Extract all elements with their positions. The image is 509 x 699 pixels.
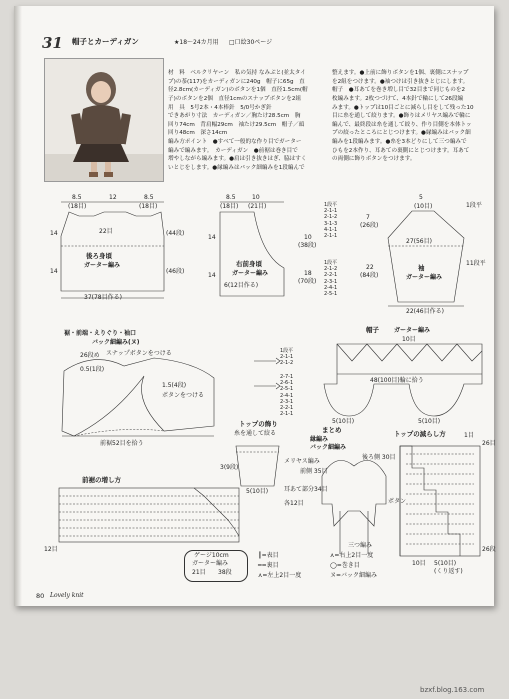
sleeve-schematic [388,211,464,306]
sleeve-mid: 27(56目) [406,238,432,245]
edge-b2: 0.5(1段) [80,366,105,373]
topdec-b2: 5(10目) [434,560,457,567]
edge-btn: ボタンをつける [162,392,205,399]
hat-stitch: ガーター編み [394,327,431,334]
back-extra: 22目 [99,228,113,235]
deco-w: 5(10目) [246,488,269,495]
sleeve-stitch: ガーター編み [406,274,443,281]
top-decoration-schematic [236,446,279,486]
topdec-note: (くり返す) [434,568,463,575]
photo-ref: □口絵30ページ [229,39,273,46]
edge-stitch: バック細編み(ヌ) [92,339,140,346]
back-st-top3: (18目) [139,203,158,210]
hat-finish-schematic [322,460,386,554]
gauge-stitch: ガーター編み [192,560,229,567]
sleeve-h1-r: (26段) [360,222,379,229]
arrow-right-icon [254,358,280,364]
sleeve-top-st: (10目) [414,203,433,210]
top-decrease-chart [400,446,480,556]
front-st2: (21目) [248,203,267,210]
sleeve-top: 5 [419,194,423,201]
back-r1: (44段) [166,230,185,237]
finish-braid: 三つ編み [348,542,373,549]
size-label: ★18～24カ月用 [174,39,219,46]
back-body-schematic [61,202,164,298]
back-dim-top1: 8.5 [72,194,82,201]
topdec-r: 26段 [482,546,496,553]
front-mid: 10 [304,234,312,241]
finish-title: まとめ [322,426,342,434]
front-shaping-list: 1段平 2-1-1 2-1-2 3-1-3 4-1-1 2-1-1 [324,202,338,240]
front-title: 右前身頃 [236,260,262,268]
project-title: 帽子とカーディガン [72,37,139,46]
gauge-st: 21目 [192,569,206,576]
finish-ear-pick2: 各12目 [284,500,304,507]
front-h1: 14 [208,234,216,241]
edge-bottom: 前裾52目を拾う [100,440,144,447]
back-bottom: 37(78目作る) [84,294,122,301]
neck-shaping-list: 1段平 2-1-2 2-2-1 2-3-1 2-4-1 2-5-1 [324,260,338,298]
front-mid2-r: (70段) [298,278,317,285]
deco-title: トップの飾り [239,420,278,428]
finish-front: 前側 35目 [300,468,328,475]
front-top1: 8.5 [226,194,236,201]
page-number: 80 [36,592,45,600]
back-h1: 14 [50,230,58,237]
gauge-title: ゲージ10cm [194,552,229,559]
topdec-title: トップの減らし方 [394,430,446,438]
magazine-name: Lovely knit [50,592,84,599]
edge-rows: 1.5(4段) [162,382,187,389]
gauge-rows: 38段 [218,569,232,576]
topdec-c2: 26目 [482,440,496,447]
finish-ear-pick: 耳あて部分34目 [284,486,328,493]
legend-cast: ◯=巻き目 [330,562,360,569]
legend-ssk: ⋏=右上2目一度 [330,552,374,559]
hem-increase-chart [59,488,239,542]
hat-title: 帽子 [366,326,379,334]
finish-edge: 縁編み [310,436,329,443]
back-dim-top2: 12 [109,194,117,201]
hat-ear: 5(10目) [332,418,355,425]
edge-b1: 26段め [80,352,100,359]
hat-ear2: 5(10目) [418,418,441,425]
middle-list-b: 2-7-1 2-6-1 2-5-1 2-4-1 2-3-1 2-2-1 2-1-1 [280,374,294,418]
back-st-top1: (18目) [68,203,87,210]
legend-purl: ━=裏目 [258,562,279,569]
sleeve-h2: 22 [366,264,374,271]
back-h2: 14 [50,268,58,275]
edge-title: 裾・前端・えりぐり・袖口 [64,330,137,337]
deco-h: 3(9段) [220,464,239,471]
topdec-b1: 10目 [412,560,426,567]
front-h2: 14 [208,272,216,279]
back-title: 後ろ身頃 [86,252,112,260]
sleeve-h1: 7 [366,214,370,221]
topdec-c1: 1目 [464,432,474,439]
sleeve-h2-r: (84段) [360,272,379,279]
pattern-diagrams [14,6,494,606]
front-mid-r: (38段) [298,242,317,249]
finish-edge-st: バック細編み [310,444,347,451]
back-dim-top3: 8.5 [144,194,154,201]
hat-top: 10目 [402,336,416,343]
front-bottom: 6(12目作る) [224,282,259,289]
sleeve-bottom: 22(46目作る) [406,308,444,315]
finish-btn: ボタン [388,498,407,505]
finish-back: 後ろ側 30目 [362,454,396,461]
hat-mid: 48(100目)輪に拾う [370,377,424,384]
edge-snap: スナップボタンをつける [106,350,172,357]
front-st1: (18目) [220,203,239,210]
middle-list-a: 1段平 2-1-1 2-1-2 [280,348,294,367]
legend-knit: ┃=表目 [258,552,279,559]
legend-crab: ヌ=バック細編み [330,572,378,579]
sleeve-r-top: 1段平 [466,202,482,209]
front-mid2: 18 [304,270,312,277]
front-stitch: ガーター編み [232,270,269,277]
deco-note: 糸を通して絞る [234,430,277,437]
deco-stitch: メリヤス編み [284,458,320,465]
legend-k2tog: ⋏=左上2目一度 [258,572,302,579]
sleeve-increase: 11段平 [466,260,486,267]
back-stitch: ガーター編み [84,262,121,269]
watermark: bzxf.blog.163.com [420,686,485,694]
sleeve-title: 袖 [418,264,425,272]
instructions-right: 整えます。●上前に飾りボタンを1個、裏側にスナップ を2組をつけます。●袖つけは引き抜きとじにします。 帽子 ●耳あてを巻き増し目で32目まで同じものを2 枚編みます。2枚つづけて、4本針で輪にして26段編 みます。●トップは10目ごとに減らし目をして残った10 目に糸を通して絞ります。●飾りはメリヤス編みで輪に 編んで、最終段は糸を通して絞り、作り目側を本体トッ プの絞ったところにとじつけます。●縁編みはバック細 編みを1段編みます。●糸を3本どりにして三つ編みで ひもを2本作り、耳あての裏側にとじつけます。耳あて の両側に飾りボタンをつけます。 [332,70,474,163]
hem-start: 12目 [44,546,58,553]
instructions-left: 材 料 ベルクリヤーン 私の気持 なみぶと(並太タイ プ)の茶(117)をカーディガンに240g 帽子に65g 直 径2.8cm(カーディガン)のボタンを1個 直径1.5cm(帽 子)のボタンを2個 直径1cmのスナップボタンを2組 用 具 5号2本・4本棒針 5/0号かぎ針 できあがり寸法 カーディガン／胸たけ28.5cm 胸 回り74cm 背肩幅29cm 袖たけ29.5cm 帽子／頭 回り48cm 深さ14cm 編み方ポイント ●すべて一般的な作り目でガーター 編みで編みます。 カーディガン ●前裾は巻き目で 増やしながら編みます。●肩は引き抜きはぎ、脇はすく いとじをします。●縁編みはバック細編みを1段編んで [168,70,308,171]
book-page [14,6,494,606]
back-r2: (46段) [166,268,185,275]
project-number: 31 [42,34,63,52]
hem-title: 前裾の増し方 [82,476,121,484]
front-top2: 10 [252,194,260,201]
